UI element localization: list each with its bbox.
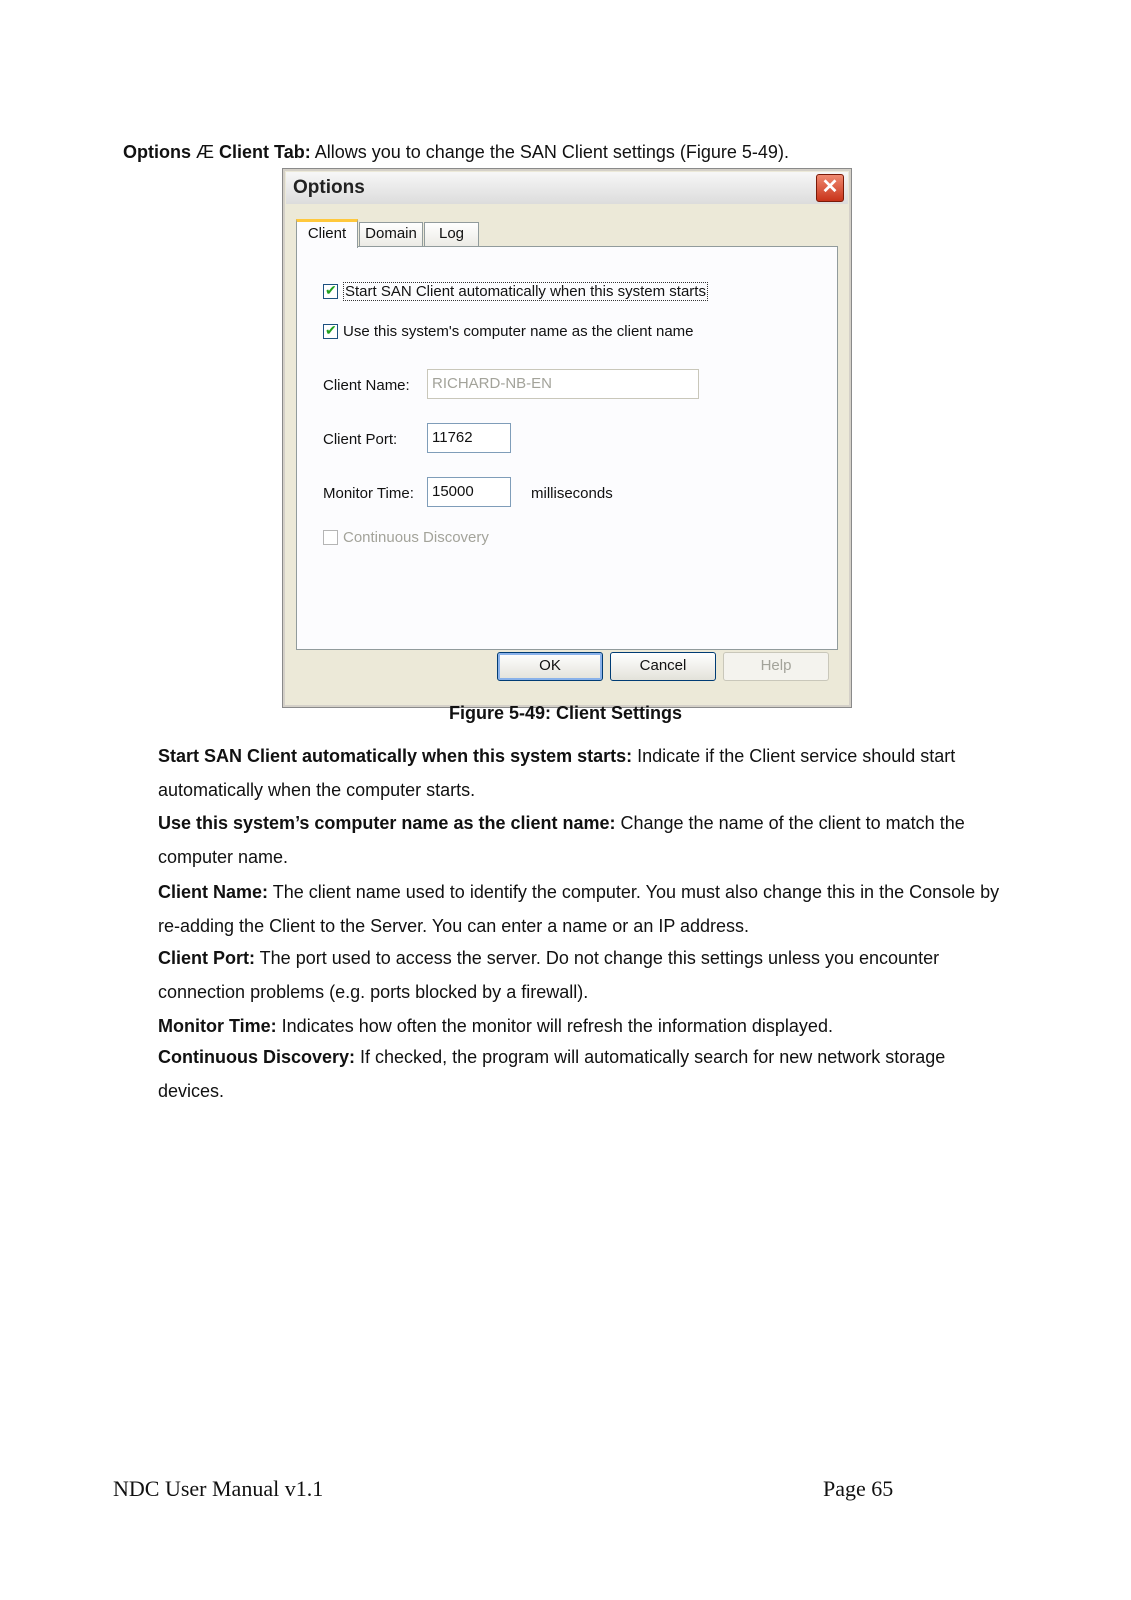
use-computer-name-label: Use this system's computer name as the client name [343,323,694,340]
monitor-time-unit: milliseconds [531,485,613,502]
options-dialog [282,168,852,708]
description-term: Use this system’s computer name as the client name: [158,813,616,833]
monitor-time-field[interactable]: 15000 [427,477,511,507]
arrow-glyph: Æ [196,142,215,162]
tab-log[interactable]: Log [424,222,479,246]
description-text: Indicate if the Client service should start automatically when the computer starts. [158,746,956,800]
description-text: Indicates how often the monitor will refresh the information displayed. [276,1016,833,1036]
intro-tab-label: Client Tab: [219,142,311,162]
use-computer-name-option[interactable] [323,323,694,340]
ok-button[interactable]: OK [497,652,603,681]
intro-lead: Options [123,142,191,162]
monitor-time-label: Monitor Time: [323,485,414,502]
tab-domain[interactable]: Domain [359,222,423,246]
description-start-automatically [158,739,1008,807]
client-name-label: Client Name: [323,377,410,394]
description-client-port [158,941,1008,1009]
footer-manual-title: NDC User Manual v1.1 [113,1476,324,1501]
footer-page-number: Page 65 [823,1476,894,1501]
continuous-discovery-checkbox [323,530,338,545]
description-term: Monitor Time: [158,1016,277,1036]
description-text: The port used to access the server. Do not change this settings unless you encounter connection problems (e.g. ports blocked by a firewall). [158,948,940,1002]
tab-client[interactable]: Client [296,219,358,248]
intro-line [123,142,789,163]
description-text: The client name used to identify the computer. You must also change this in the Console by re-adding the Client to the Server. You can enter a name or an IP address. [158,882,1000,936]
description-use-computer-name [158,806,1008,874]
description-client-name [158,875,1008,943]
client-tab-panel [296,246,838,650]
description-term: Continuous Discovery: [158,1047,356,1067]
client-port-label: Client Port: [323,431,398,448]
description-continuous-discovery [158,1040,1008,1108]
client-port-field[interactable]: 11762 [427,423,511,453]
description-text: Change the name of the client to match the computer name. [158,813,965,867]
start-automatically-option[interactable] [323,283,708,300]
dialog-titlebar[interactable] [286,172,848,204]
description-term: Client Port: [158,948,255,968]
description-term: Client Name: [158,882,269,902]
intro-text: Allows you to change the SAN Client settings (Figure 5-49). [310,142,789,162]
description-monitor-time [158,1009,1008,1043]
description-term: Start SAN Client automatically when this system starts: [158,746,633,766]
continuous-discovery-option [323,529,489,546]
start-automatically-checkbox[interactable] [323,284,338,299]
client-name-field: RICHARD-NB-EN [427,369,699,399]
figure-caption: Figure 5-49: Client Settings [448,703,683,723]
continuous-discovery-label: Continuous Discovery [343,529,489,546]
description-text: If checked, the program will automatically search for new network storage devices. [158,1047,946,1101]
start-automatically-label: Start SAN Client automatically when this system starts [345,283,706,300]
help-button: Help [723,652,829,681]
cancel-button[interactable]: Cancel [610,652,716,681]
dialog-title: Options [293,177,365,198]
use-computer-name-checkbox[interactable] [323,324,338,339]
close-icon[interactable]: ✕ [816,174,844,202]
